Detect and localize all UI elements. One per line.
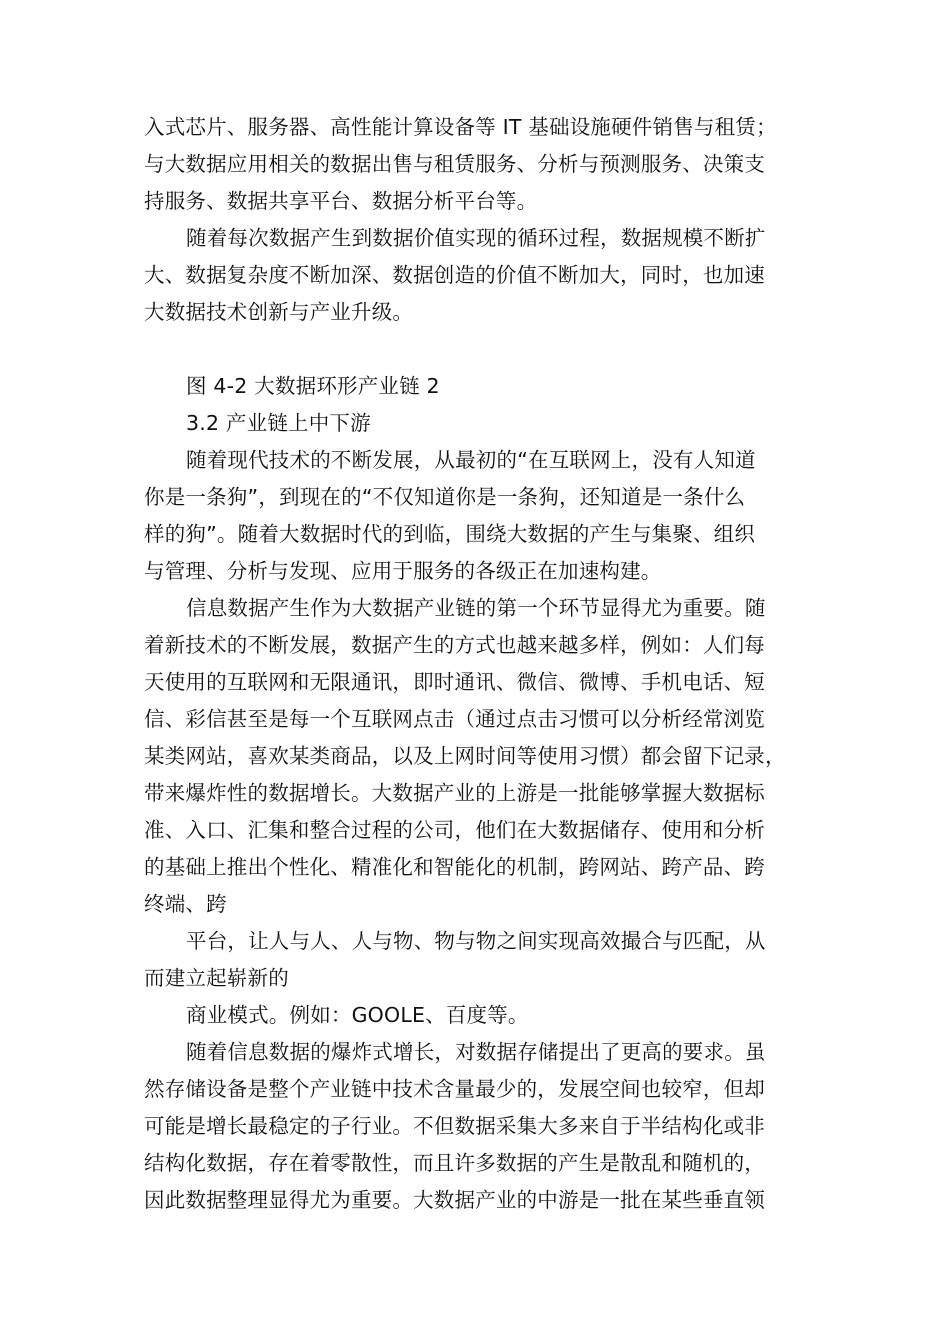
text-line-24: 商业模式。例如：GOOLE、百度等。 — [186, 1003, 529, 1027]
text-line-16: 信、彩信甚至是每一个互联网点击（通过点击习惯可以分析经常浏览 — [144, 707, 765, 731]
text-line-17: 某类网站，喜欢某类商品，以及上网时间等使用习惯）都会留下记录， — [144, 744, 786, 768]
text-line-6: 大数据技术创新与产业升级。 — [144, 300, 414, 324]
text-line-29: 因此数据整理显得尤为重要。大数据产业的中游是一批在某些垂直领 — [144, 1188, 765, 1212]
text-line-4: 随着每次数据产生到数据价值实现的循环过程，数据规模不断扩 — [186, 226, 766, 250]
text-line-18: 带来爆炸性的数据增长。大数据产业的上游是一批能够掌握大数据标 — [144, 781, 765, 805]
text-line-11: 样的狗”。随着大数据时代的到临，围绕大数据的产生与集聚、组织 — [144, 522, 756, 546]
figure-caption: 图 4-2 大数据环形产业链 2 — [186, 374, 440, 398]
text-line-1: 入式芯片、服务器、高性能计算设备等 IT 基础设施硬件销售与租赁； — [144, 115, 777, 139]
text-line-25: 随着信息数据的爆炸式增长，对数据存储提出了更高的要求。虽 — [186, 1040, 766, 1064]
text-line-21: 终端、跨 — [144, 892, 227, 916]
text-line-22: 平台，让人与人、人与物、物与物之间实现高效撮合与匹配，从 — [186, 929, 766, 953]
text-line-13: 信息数据产生作为大数据产业链的第一个环节显得尤为重要。随 — [186, 596, 766, 620]
text-line-15: 天使用的互联网和无限通讯，即时通讯、微信、微博、手机电话、短 — [144, 670, 765, 694]
text-line-2: 与大数据应用相关的数据出售与租赁服务、分析与预测服务、决策支 — [144, 152, 765, 176]
text-line-26: 然存储设备是整个产业链中技术含量最少的，发展空间也较窄，但却 — [144, 1077, 765, 1101]
text-line-20: 的基础上推出个性化、精准化和智能化的机制，跨网站、跨产品、跨 — [144, 855, 765, 879]
text-line-5: 大、数据复杂度不断加深、数据创造的价值不断加大，同时，也加速 — [144, 263, 765, 287]
text-line-23: 而建立起崭新的 — [144, 966, 289, 990]
text-line-10: 你是一条狗”，到现在的“不仅知道你是一条狗，还知道是一条什么 — [144, 485, 746, 509]
text-line-14: 着新技术的不断发展，数据产生的方式也越来越多样，例如：人们每 — [144, 633, 765, 657]
text-line-27: 可能是增长最稳定的子行业。不但数据采集大多来自于半结构化或非 — [144, 1114, 765, 1138]
text-line-9: 随着现代技术的不断发展，从最初的“在互联网上，没有人知道 — [186, 448, 756, 472]
text-line-12: 与管理、分析与发现、应用于服务的各级正在加速构建。 — [144, 559, 662, 583]
section-heading: 3.2 产业链上中下游 — [186, 411, 371, 435]
text-line-3: 持服务、数据共享平台、数据分析平台等。 — [144, 189, 538, 213]
text-line-19: 准、入口、汇集和整合过程的公司，他们在大数据储存、使用和分析 — [144, 818, 765, 842]
text-line-28: 结构化数据，存在着零散性，而且许多数据的产生是散乱和随机的， — [144, 1151, 765, 1175]
